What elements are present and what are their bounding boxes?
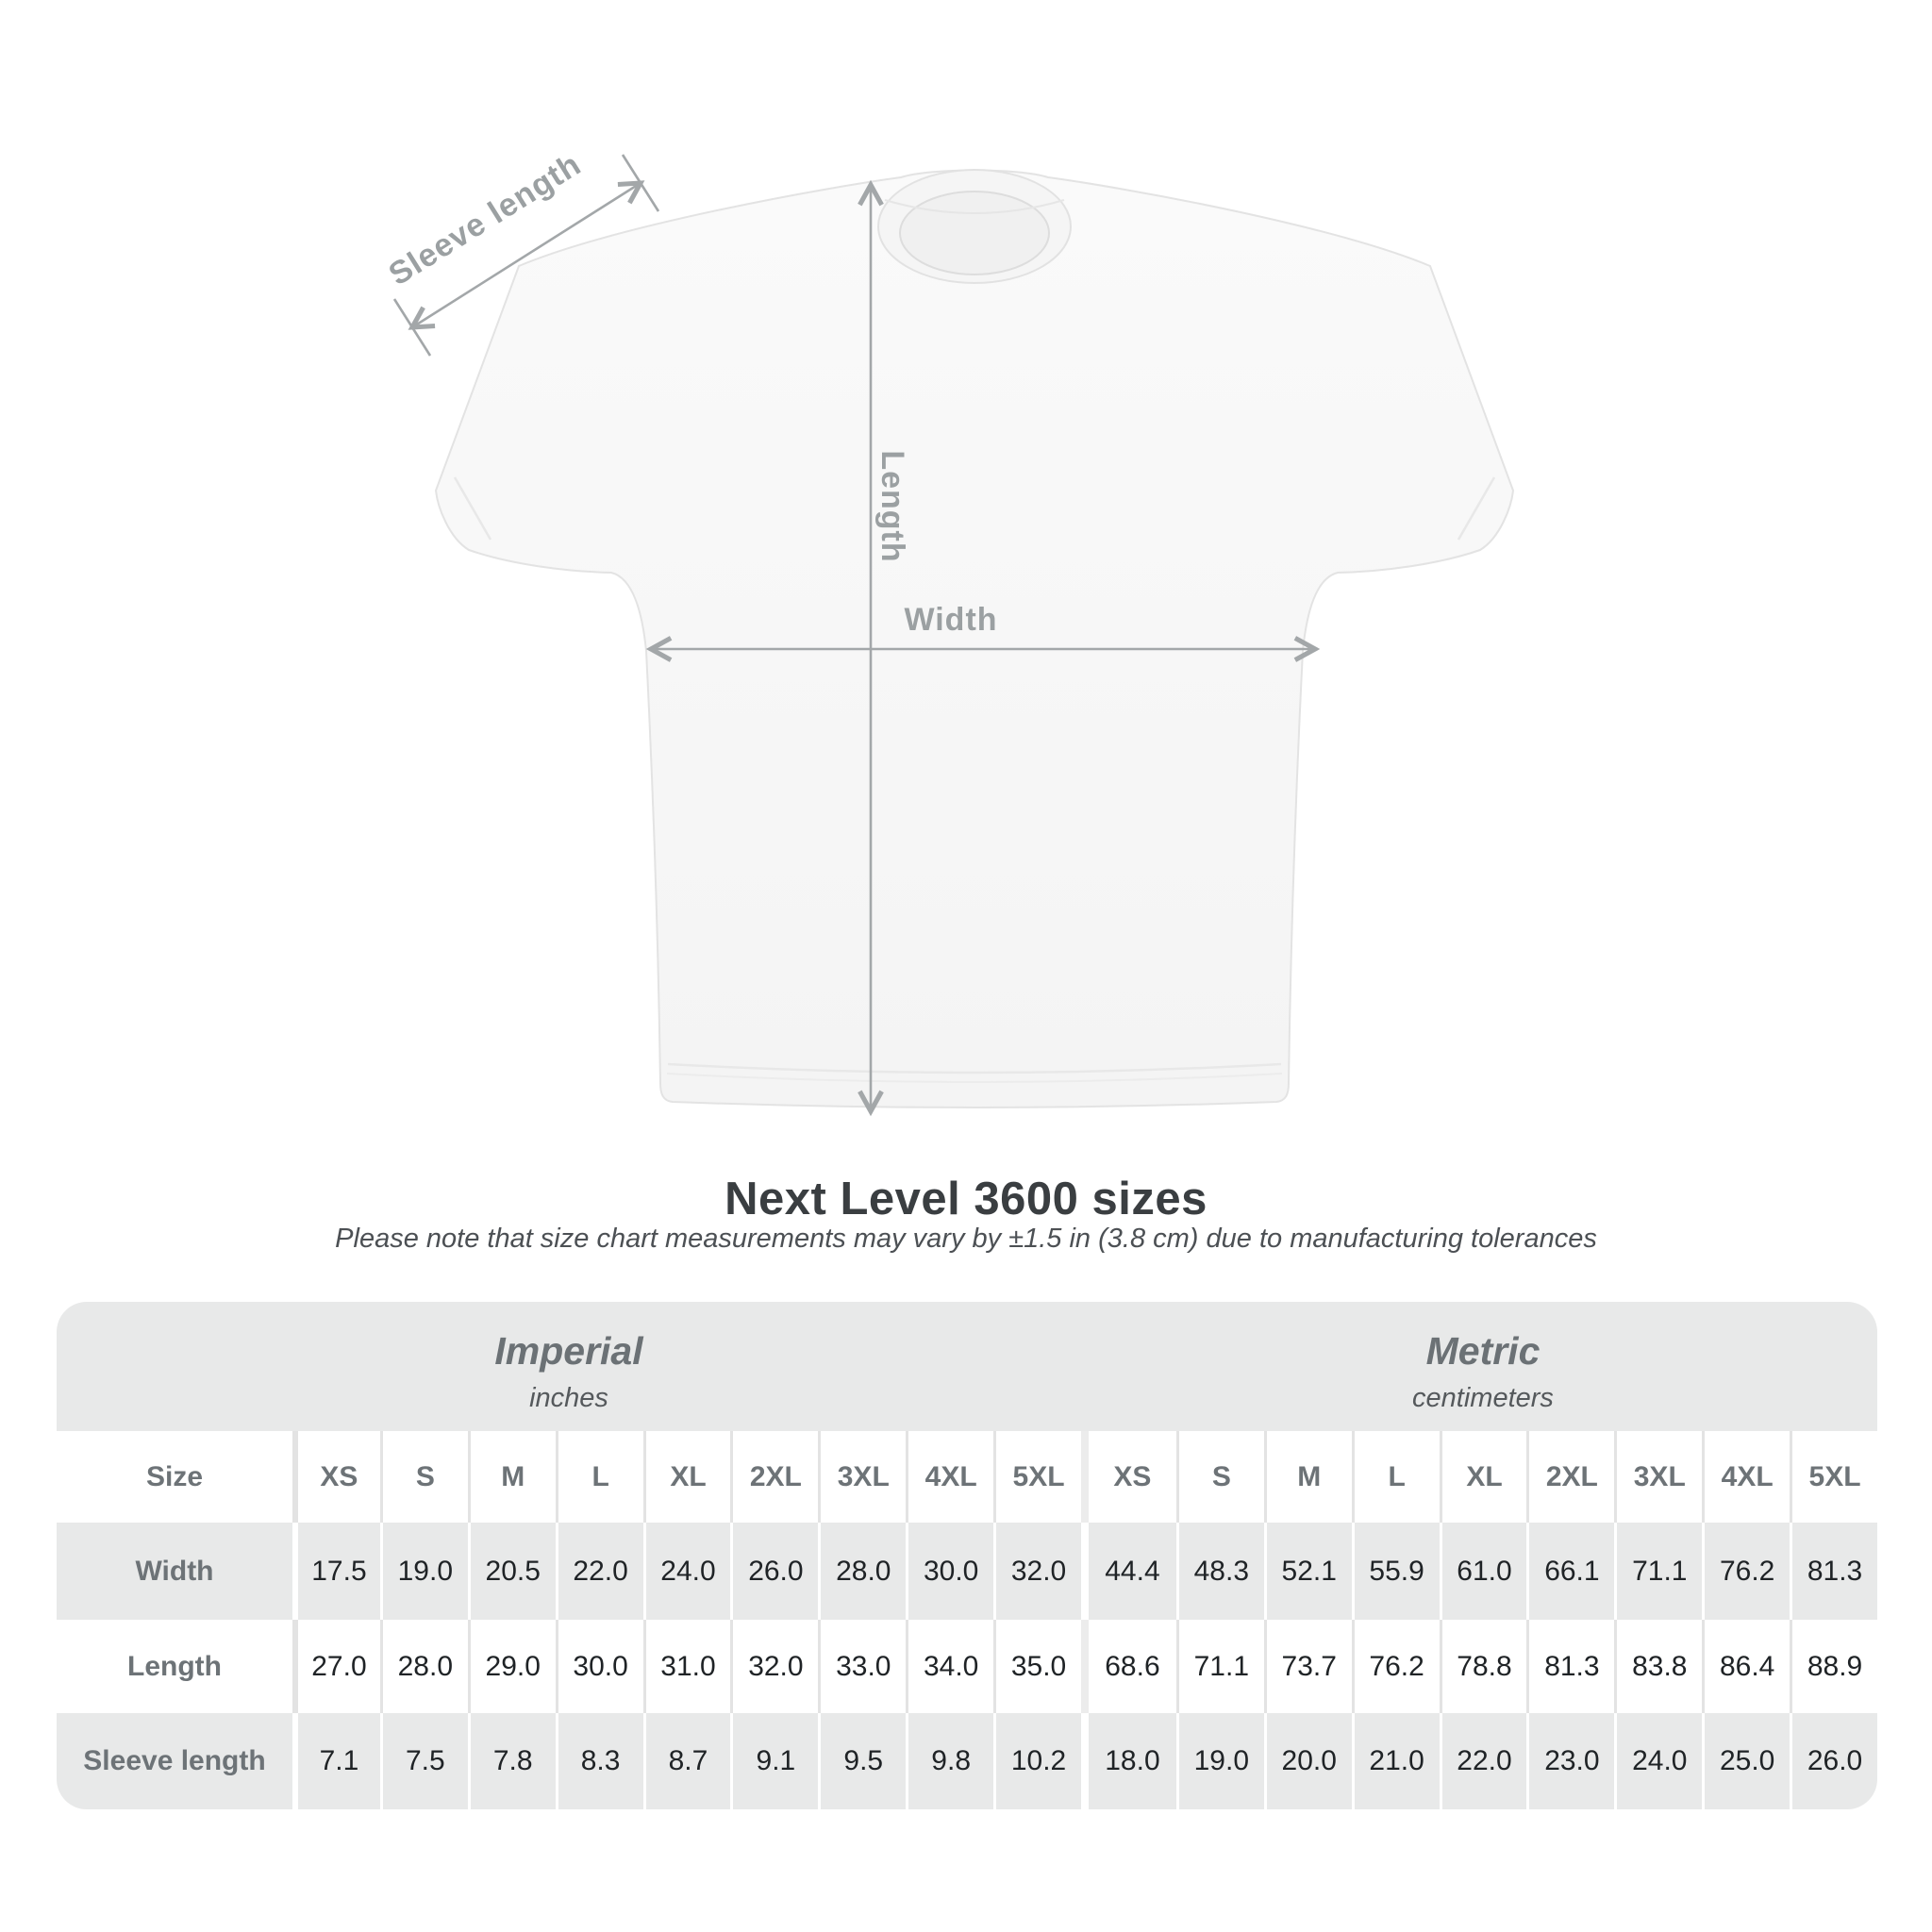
value-cell-imperial: 28.0 bbox=[818, 1523, 906, 1620]
value-cell-imperial: 7.5 bbox=[380, 1713, 468, 1809]
imperial-metric-divider bbox=[1081, 1523, 1089, 1620]
size-column-header-imperial: S bbox=[380, 1431, 468, 1523]
value-cell-imperial: 26.0 bbox=[730, 1523, 818, 1620]
value-cell-metric: 55.9 bbox=[1352, 1523, 1440, 1620]
value-cell-metric: 61.0 bbox=[1440, 1523, 1527, 1620]
value-cell-imperial: 19.0 bbox=[380, 1523, 468, 1620]
unit-group-header-row bbox=[57, 1302, 1877, 1431]
value-cell-imperial: 28.0 bbox=[380, 1620, 468, 1713]
length-label: Length bbox=[874, 450, 910, 563]
value-cell-metric: 19.0 bbox=[1176, 1713, 1264, 1809]
metric-group-header bbox=[1089, 1302, 1877, 1431]
size-header-row bbox=[57, 1431, 1877, 1523]
value-cell-metric: 20.0 bbox=[1264, 1713, 1352, 1809]
size-column-header-imperial: 2XL bbox=[730, 1431, 818, 1523]
value-cell-metric: 83.8 bbox=[1614, 1620, 1702, 1713]
value-cell-metric: 86.4 bbox=[1702, 1620, 1790, 1713]
size-column-header-metric: L bbox=[1352, 1431, 1440, 1523]
imperial-metric-divider bbox=[1081, 1713, 1089, 1809]
size-column-header-imperial: M bbox=[468, 1431, 556, 1523]
measurement-row bbox=[57, 1523, 1877, 1620]
value-cell-metric: 18.0 bbox=[1105, 1745, 1160, 1776]
value-cell-metric: 73.7 bbox=[1264, 1620, 1352, 1713]
value-cell-metric: 25.0 bbox=[1702, 1713, 1790, 1809]
value-cell-metric: 23.0 bbox=[1526, 1713, 1614, 1809]
value-cell-imperial: 27.0 bbox=[292, 1620, 380, 1713]
value-cell-metric: 26.0 bbox=[1790, 1713, 1877, 1809]
value-cell-imperial: 30.0 bbox=[556, 1620, 643, 1713]
value-cell-imperial: 7.1 bbox=[292, 1713, 380, 1809]
width-label: Width bbox=[904, 602, 998, 638]
size-column-header-metric: XS bbox=[1113, 1460, 1152, 1492]
imperial-metric-divider bbox=[1081, 1431, 1089, 1523]
value-cell-imperial: 9.5 bbox=[818, 1713, 906, 1809]
size-column-header-metric: 5XL bbox=[1790, 1431, 1877, 1523]
size-column-header-imperial: L bbox=[556, 1431, 643, 1523]
size-column-header-imperial: 4XL bbox=[906, 1431, 993, 1523]
size-column-header-metric: 4XL bbox=[1702, 1431, 1790, 1523]
size-header-label: Size bbox=[145, 1460, 204, 1492]
imperial-group-header bbox=[57, 1302, 1081, 1431]
size-column-header-imperial: 5XL bbox=[993, 1431, 1081, 1523]
size-table bbox=[57, 1302, 1877, 1809]
value-cell-imperial: 33.0 bbox=[818, 1620, 906, 1713]
value-cell-imperial: 34.0 bbox=[906, 1620, 993, 1713]
value-cell-metric: 48.3 bbox=[1176, 1523, 1264, 1620]
imperial-label: Imperial bbox=[494, 1329, 643, 1373]
size-column-header-imperial: XL bbox=[643, 1431, 731, 1523]
value-cell-imperial: 17.5 bbox=[292, 1523, 380, 1620]
value-cell-metric: 24.0 bbox=[1614, 1713, 1702, 1809]
value-cell-metric: 88.9 bbox=[1790, 1620, 1877, 1713]
value-cell-imperial: 9.1 bbox=[730, 1713, 818, 1809]
row-label: Length bbox=[127, 1650, 222, 1682]
tolerance-note: Please note that size chart measurements may vary by ±1.5 in (3.8 cm) due to manufacturing tolerances bbox=[335, 1224, 1597, 1254]
value-cell-imperial: 10.2 bbox=[993, 1713, 1081, 1809]
collar-opening bbox=[900, 192, 1049, 275]
value-cell-metric: 78.8 bbox=[1440, 1620, 1527, 1713]
value-cell-imperial: 8.3 bbox=[556, 1713, 643, 1809]
row-label: Sleeve length bbox=[83, 1745, 266, 1776]
metric-unit-label: centimeters bbox=[1412, 1383, 1554, 1413]
value-cell-metric: 44.4 bbox=[1105, 1555, 1160, 1587]
sleeve-arrow-tick bbox=[394, 299, 430, 356]
size-column-header-metric: 3XL bbox=[1614, 1431, 1702, 1523]
metric-label: Metric bbox=[1425, 1329, 1541, 1373]
tshirt-outline bbox=[436, 171, 1513, 1108]
value-cell-imperial: 31.0 bbox=[643, 1620, 731, 1713]
value-cell-metric: 76.2 bbox=[1352, 1620, 1440, 1713]
sleeve-arrow-tick bbox=[623, 155, 658, 211]
row-label: Width bbox=[135, 1555, 214, 1587]
value-cell-imperial: 32.0 bbox=[993, 1523, 1081, 1620]
value-cell-metric: 71.1 bbox=[1176, 1620, 1264, 1713]
value-cell-imperial: 30.0 bbox=[906, 1523, 993, 1620]
value-cell-metric: 76.2 bbox=[1702, 1523, 1790, 1620]
value-cell-imperial: 7.8 bbox=[468, 1713, 556, 1809]
size-column-header-imperial: 3XL bbox=[818, 1431, 906, 1523]
value-cell-imperial: 29.0 bbox=[468, 1620, 556, 1713]
value-cell-imperial: 24.0 bbox=[643, 1523, 731, 1620]
value-cell-imperial: 8.7 bbox=[643, 1713, 731, 1809]
value-cell-metric: 71.1 bbox=[1614, 1523, 1702, 1620]
value-cell-imperial: 22.0 bbox=[556, 1523, 643, 1620]
size-column-header-metric: XL bbox=[1440, 1431, 1527, 1523]
size-column-header-metric: M bbox=[1264, 1431, 1352, 1523]
imperial-metric-divider bbox=[1081, 1620, 1089, 1713]
sleeve-length-label: Sleeve length bbox=[382, 146, 588, 293]
value-cell-metric: 66.1 bbox=[1526, 1523, 1614, 1620]
size-column-header-metric: S bbox=[1176, 1431, 1264, 1523]
value-cell-imperial: 9.8 bbox=[906, 1713, 993, 1809]
size-column-header-metric: 2XL bbox=[1526, 1431, 1614, 1523]
value-cell-metric: 81.3 bbox=[1526, 1620, 1614, 1713]
value-cell-imperial: 35.0 bbox=[993, 1620, 1081, 1713]
value-cell-metric: 52.1 bbox=[1264, 1523, 1352, 1620]
measurement-row bbox=[57, 1713, 1877, 1809]
size-column-header-imperial: XS bbox=[292, 1431, 380, 1523]
value-cell-imperial: 32.0 bbox=[730, 1620, 818, 1713]
value-cell-imperial: 20.5 bbox=[468, 1523, 556, 1620]
page-title: Next Level 3600 sizes bbox=[724, 1174, 1208, 1224]
measurement-row bbox=[57, 1620, 1877, 1713]
imperial-unit-label: inches bbox=[529, 1383, 608, 1413]
value-cell-metric: 81.3 bbox=[1790, 1523, 1877, 1620]
value-cell-metric: 21.0 bbox=[1352, 1713, 1440, 1809]
value-cell-metric: 22.0 bbox=[1440, 1713, 1527, 1809]
value-cell-metric: 68.6 bbox=[1105, 1650, 1160, 1682]
